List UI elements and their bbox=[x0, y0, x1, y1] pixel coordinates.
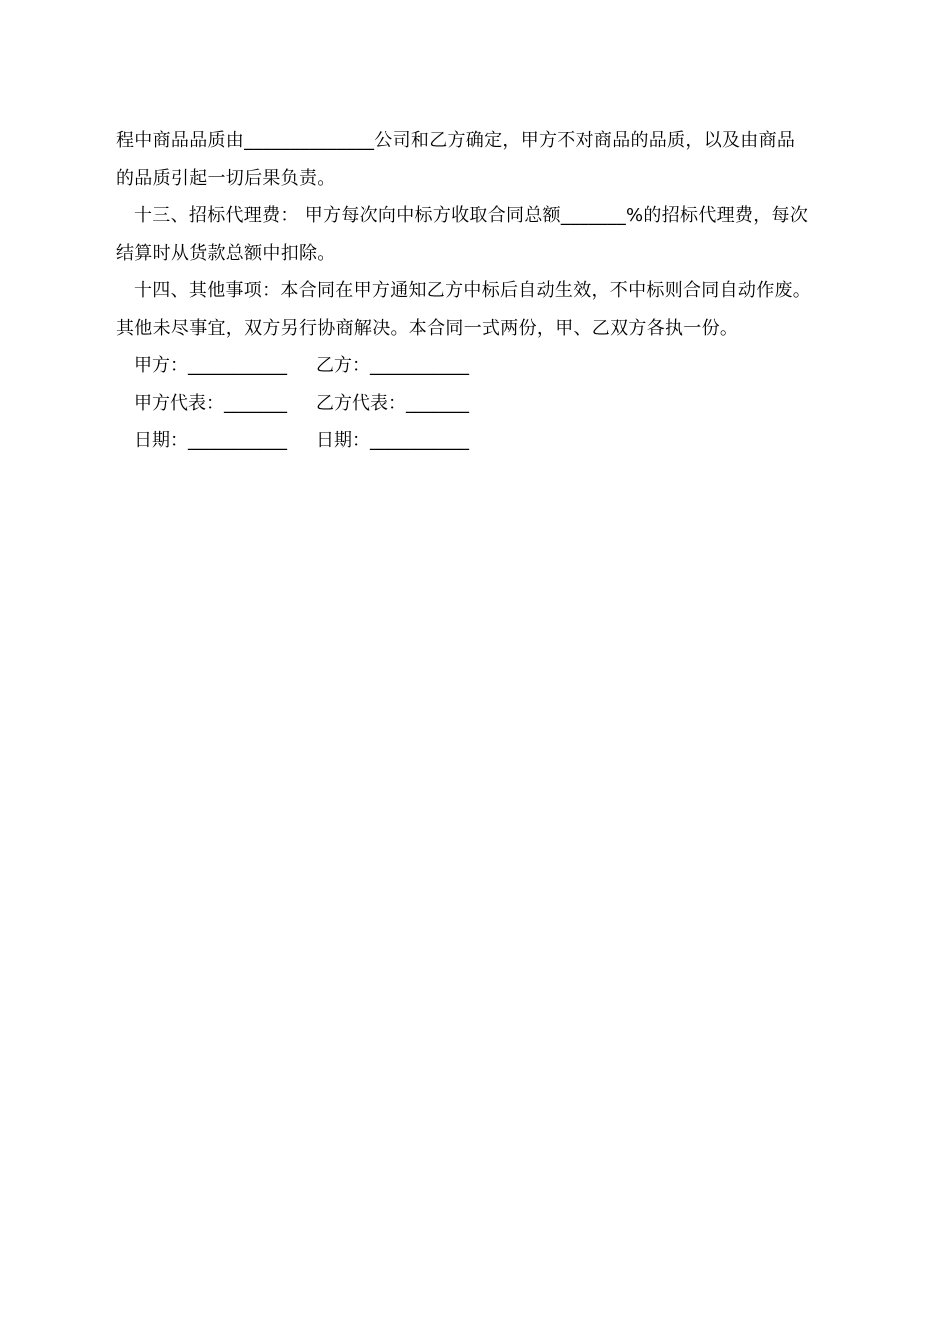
quality-clause-line-2: 的品质引起一切后果负责。 bbox=[116, 167, 336, 189]
other-matters-clause-line-1: 十四、其他事项：本合同在甲方通知乙方中标后自动生效，不中标则合同自动作废。 bbox=[134, 280, 812, 301]
agency-fee-clause-line-2: 结算时从货款总额中扣除。 bbox=[116, 242, 336, 264]
agency-fee-clause-line-1: 十三、招标代理费： 甲方每次向中标方收取合同总额_______%的招标代理费，每次 bbox=[134, 205, 809, 226]
quality-clause-line-1: 程中商品品质由______________公司和乙方确定，甲方不对商品的品质，以及由商品 bbox=[116, 130, 796, 151]
party-b-date: 日期：___________ bbox=[316, 430, 469, 451]
party-b-representative: 乙方代表：_______ bbox=[316, 392, 469, 414]
contract-body bbox=[116, 122, 836, 460]
party-a-representative: 甲方代表：_______ bbox=[134, 392, 287, 414]
signature-row-representative bbox=[116, 385, 836, 423]
party-a-date: 日期：___________ bbox=[134, 430, 287, 451]
other-matters-clause-line-2: 其他未尽事宜，双方另行协商解决。本合同一式两份，甲、乙双方各执一份。 bbox=[116, 317, 739, 339]
party-a-signature: 甲方：___________ bbox=[134, 355, 287, 376]
signature-row-party bbox=[116, 347, 836, 385]
signature-row-date bbox=[116, 422, 836, 460]
party-b-signature: 乙方：___________ bbox=[316, 355, 469, 376]
